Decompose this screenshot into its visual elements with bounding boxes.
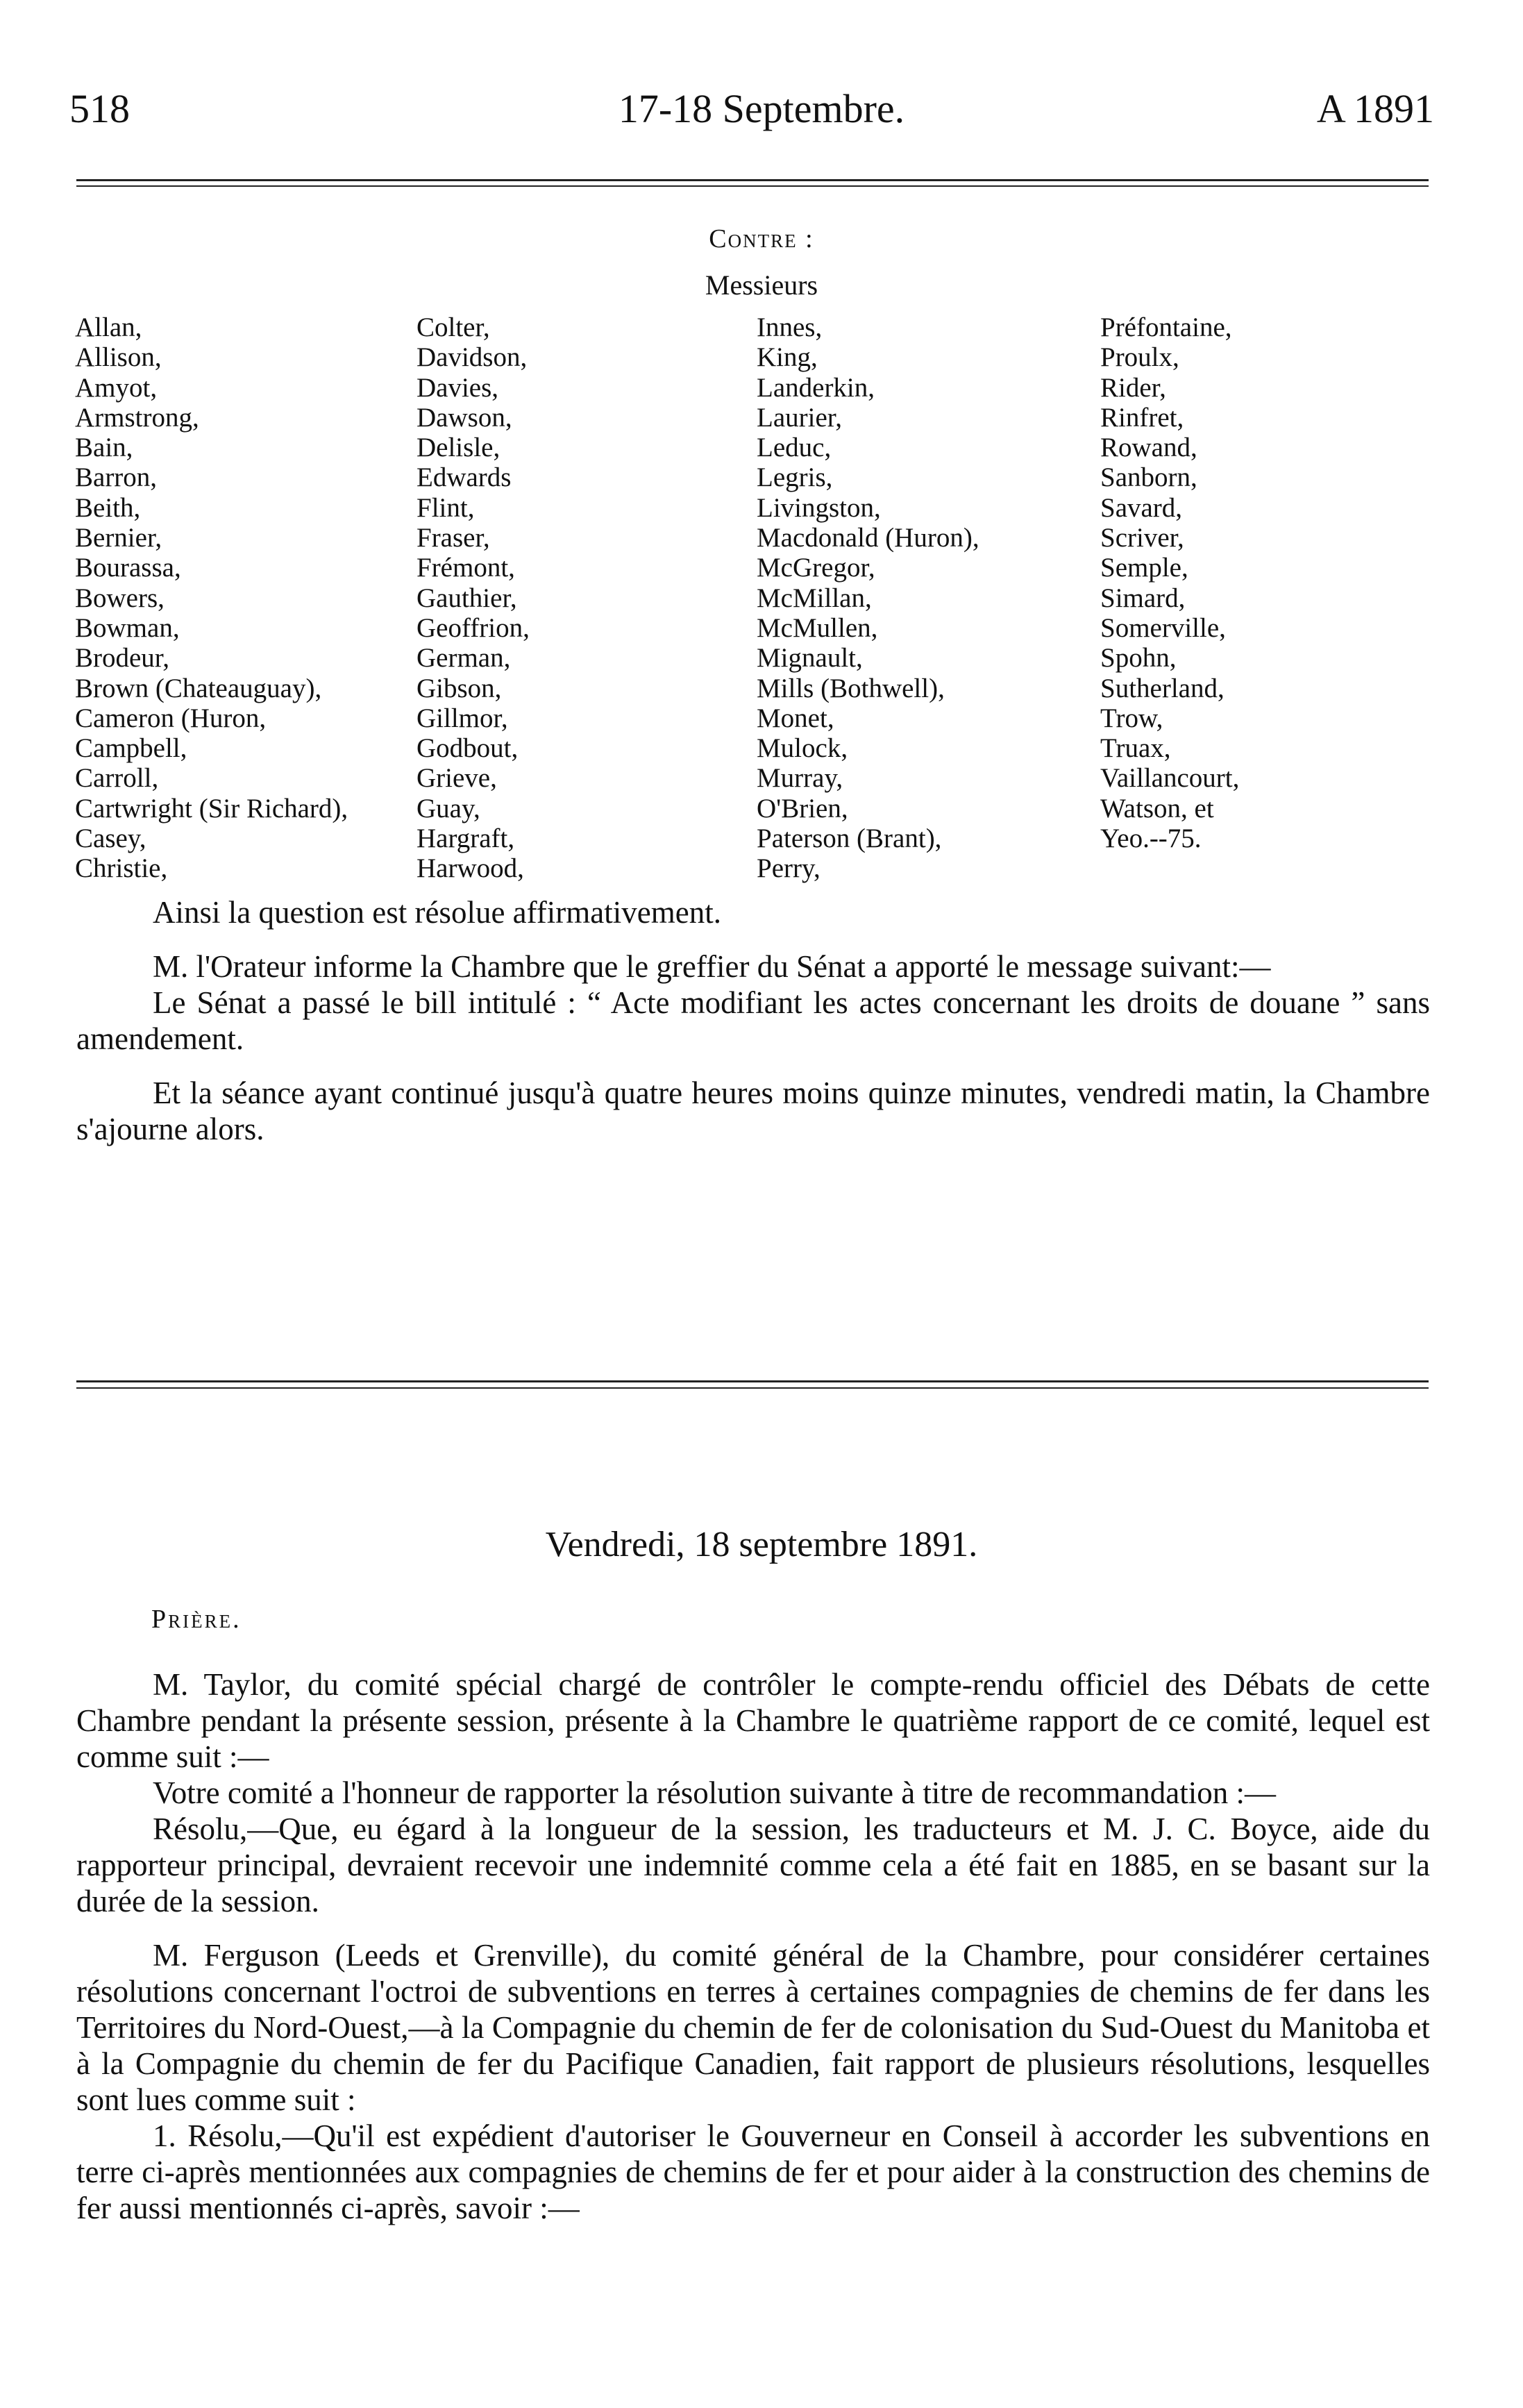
member-name: Murray, [757, 763, 843, 794]
member-name: Bourassa, [75, 553, 181, 583]
paragraph-adjourn: Et la séance ayant continué jusqu'à quatre heures moins quinze minutes, vendredi matin, la Chambre s'ajourne alors. [76, 1076, 1430, 1146]
vote-title: Contre : [709, 224, 814, 253]
member-name: King, [757, 342, 818, 373]
page-year: A 1891 [1316, 86, 1434, 131]
member-name: Fraser, [416, 523, 490, 553]
member-name: Grieve, [416, 763, 497, 794]
member-name: Barron, [75, 462, 158, 493]
member-name: Préfontaine, [1100, 312, 1232, 342]
member-name: Gillmor, [416, 703, 508, 733]
member-name: Truax, [1100, 733, 1171, 764]
member-name: Semple, [1100, 553, 1188, 583]
member-name: Christie, [75, 853, 168, 884]
member-name: Vaillancourt, [1100, 763, 1240, 794]
member-name: Macdonald (Huron), [757, 523, 979, 553]
member-name: Harwood, [416, 853, 524, 884]
sitting-date: Vendredi, 18 septembre 1891. [545, 1525, 978, 1564]
header-rule-thin [76, 185, 1429, 187]
vote-column-2 [416, 312, 530, 884]
member-name: Bowers, [75, 583, 165, 613]
member-name: Campbell, [75, 733, 187, 764]
member-name: Armstrong, [75, 402, 199, 433]
member-name: Livingston, [757, 492, 881, 523]
member-name: Guay, [416, 793, 480, 823]
section-rule-thin [76, 1387, 1429, 1389]
member-name: Bowman, [75, 612, 180, 643]
paragraph-taylor: M. Taylor, du comité spécial chargé de contrôler le compte-rendu officiel des Débats de cette Chambre pendant la présente session, présente à la Chambre le quatrième rapport de ce comité, lequel est comme suit :— [76, 1667, 1430, 1774]
paragraph-resolu-1: 1. Résolu,—Qu'il est expédient d'autoriser le Gouverneur en Conseil à accorder les subventions en terre ci-après mentionnées aux compagnies de chemins de fer et pour aider à la construction des chemins de fer aussi mentionnés ci-après, savoir :— [76, 2118, 1430, 2225]
member-name: Gauthier, [416, 583, 517, 613]
member-name: McMullen, [757, 612, 878, 643]
member-name: Sutherland, [1100, 673, 1225, 703]
member-name: Mills (Bothwell), [757, 673, 945, 703]
member-name: Paterson (Brant), [757, 823, 942, 854]
member-name: Delisle, [416, 433, 500, 463]
page-number: 518 [69, 86, 130, 131]
paragraph-comite: Votre comité a l'honneur de rapporter la résolution suivante à titre de recommandation :— [153, 1775, 1277, 1810]
member-name: McMillan, [757, 583, 872, 613]
vote-column-1 [75, 312, 348, 884]
body-block [76, 894, 1430, 1147]
member-name: Proulx, [1100, 342, 1179, 373]
member-name: Allan, [75, 312, 142, 342]
member-name: Spohn, [1100, 643, 1177, 674]
paragraph-resolu: Résolu,—Que, eu égard à la longueur de la session, les traducteurs et M. J. C. Boyce, aide du rapporteur principal, devraient recevoir une indemnité comme cela a été fait en 1885, en se basant sur la durée de la session. [76, 1812, 1430, 1918]
member-name: Scriver, [1100, 523, 1184, 553]
member-name: Amyot, [75, 372, 158, 403]
member-name: Rinfret, [1100, 402, 1184, 433]
member-name: Innes, [757, 312, 823, 342]
vote-result: Ainsi la question est résolue affirmativement. [153, 895, 721, 930]
member-name: Laurier, [757, 402, 842, 433]
member-name: Colter, [416, 312, 490, 342]
member-name: Bain, [75, 433, 133, 463]
member-name: McGregor, [757, 553, 875, 583]
member-name: Allison, [75, 342, 162, 373]
member-name: Frémont, [416, 553, 515, 583]
member-name: Legris, [757, 462, 833, 493]
member-name: Bernier, [75, 523, 162, 553]
member-name: Somerville, [1100, 612, 1226, 643]
member-name: Cameron (Huron, [75, 703, 267, 733]
member-name: Simard, [1100, 583, 1186, 613]
member-name: Beith, [75, 492, 141, 523]
member-name: Godbout, [416, 733, 519, 764]
vote-subtitle: Messieurs [705, 269, 818, 301]
member-name: Leduc, [757, 433, 832, 463]
paragraph-message: M. l'Orateur informe la Chambre que le greffier du Sénat a apporté le message suivant:— [153, 949, 1271, 984]
member-name: Brodeur, [75, 643, 169, 674]
member-name: Trow, [1100, 703, 1163, 733]
member-name: Edwards [416, 462, 512, 493]
member-name: Mulock, [757, 733, 848, 764]
member-name: Cartwright (Sir Richard), [75, 793, 348, 823]
member-name: Davies, [416, 372, 499, 403]
member-name: Gibson, [416, 673, 502, 703]
member-name: Casey, [75, 823, 146, 854]
member-name: O'Brien, [757, 793, 848, 823]
member-name: Hargraft, [416, 823, 515, 854]
paragraph-bill: Le Sénat a passé le bill intitulé : “ Acte modifiant les actes concernant les droits de douane ” sans amendement. [76, 985, 1430, 1056]
member-name: Dawson, [416, 402, 512, 433]
vote-column-3 [757, 312, 979, 884]
member-name: Geoffrion, [416, 612, 530, 643]
member-name: Mignault, [757, 643, 863, 674]
member-name: Yeo.--75. [1100, 823, 1202, 854]
member-name: Landerkin, [757, 372, 875, 403]
member-name: Carroll, [75, 763, 159, 794]
member-name: German, [416, 643, 511, 674]
member-name: Flint, [416, 492, 475, 523]
session-block [76, 1666, 1430, 2226]
page-date: 17-18 Septembre. [618, 86, 905, 131]
priere-heading: Prière. [151, 1605, 242, 1634]
member-name: Savard, [1100, 492, 1183, 523]
header-rule [76, 179, 1429, 181]
member-name: Davidson, [416, 342, 528, 373]
paragraph-ferguson: M. Ferguson (Leeds et Grenville), du comité général de la Chambre, pour considérer certaines résolutions concernant l'octroi de subventions en terres à certaines compagnies de chemins de fer dans les Territoires du Nord-Ouest,—à la Compagnie du chemin de fer de colonisation du Sud-Ouest du Manitoba et à la Compagnie du chemin de fer du Pacifique Canadien, fait rapport de plusieurs résolutions, lesquelles sont lues comme suit : [76, 1938, 1430, 2117]
member-name: Monet, [757, 703, 834, 733]
member-name: Rider, [1100, 372, 1166, 403]
member-name: Rowand, [1100, 433, 1197, 463]
section-rule [76, 1380, 1429, 1382]
member-name: Perry, [757, 853, 821, 884]
member-name: Watson, et [1100, 793, 1214, 823]
vote-column-4 [1100, 312, 1239, 853]
member-name: Sanborn, [1100, 462, 1197, 493]
member-name: Brown (Chateauguay), [75, 673, 322, 703]
